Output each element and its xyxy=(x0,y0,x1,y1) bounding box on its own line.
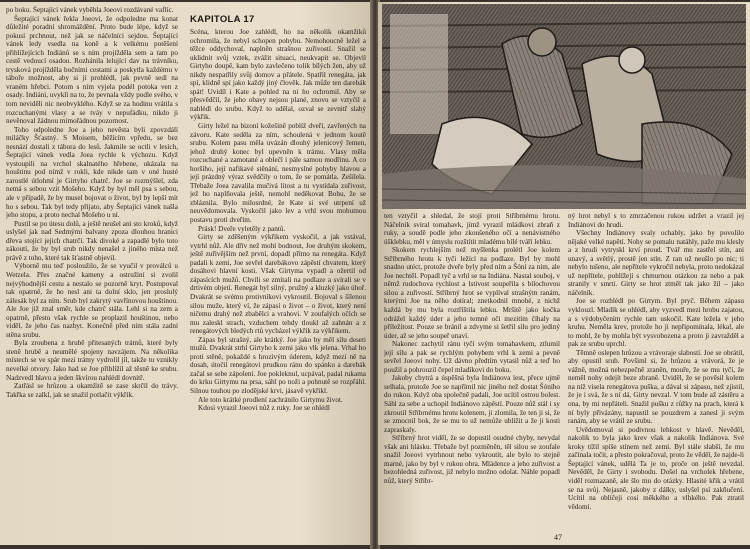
left-page xyxy=(0,2,372,545)
paragraph: Uvědomoval si podivnou lehkost v hlavě. Nevěděl, nakolik to byla jako krev však a nakolik Indiánova. Své kroky tížil spíše stínem než zemí. Byl stále slabší, že mu začínala točit, a přesto pokračoval, proto že věděl, že najde-li Šeptající vánek, udělá Ta je to, proče on ještě nevzdal. Nevěděl, že Girty i svobodu. Došel na vrcholek hřebene, viděl rozmazaně, ale šlo mu do otázky. Hlasité křik a vrátil se na svůj. Nejasně, jakoby z dálky, uslyšel psí zakňučení. Ucítil na obličeji cosi měkkého a vlhkého. Pak ztratil vědomí. xyxy=(568,425,744,511)
left-page-column-2 xyxy=(190,28,366,544)
paragraph: Všechny Indiánovy svaly ochably, jako by povolilo nějaké velké napětí. Nohy se pomalu natáhly, paže mu klesly a z hrudi vytryskl krví proud. Tvář mu zastřel stín, ani unavý, a světlý, prostě jen stín. Z ran už neušlo po nic; ti nebylo tušeno, ale nepřítele vykročil nebyla, proto nedokázal už nepřítele, pohlížejí s chmurnou otázkou za nebo a pak stranily v smrti. Girty se hrot ztměl tak jako žil – jako náčelník. xyxy=(568,229,744,297)
paragraph: Výborně mu teď posloužilo, že se vyučil v proválců u Wetzela. Přes značné kameny a ostružiní si zvolil nejvýhodnější cestu a nestalo se pozorně kryt. Postupoval tak opatrně, že ho nesl ani ta dolní sklo, jen proslulý zálesák byl za ním. Srub byl zakrytý vavřínovou houštinou. Ale Joe již znal směr, kde chatrč stála. Lehl si na zem a opatrně, přesto však rychle se proplazil houštinou, nebo viděl, že jeho čas nazbyt. Konečně před ním stála zadní stěna srubu. xyxy=(6,262,178,339)
paragraph: Kdosi vyrazil Joeovi nůž z ruky. Joe se ohlédl xyxy=(198,404,330,413)
paragraph: ten vztyčil a shledal, že stojí proti Stříbrnému hrotu. Náčelník svíral tomahavk, jímž vyrazil mládkovi zbraň z ruky, a soudě podle jeho zkoušeného očí a nenávistného úšklebku, měl v úmyslu rozštítit mladému bílé tváří lebku. xyxy=(384,212,560,246)
paragraph: Toho odpoledne Joe a jeho nevěsta byli zpovzdálí miláčky Šťastný. S Moisem, běžícím vpředu, se bez nesnází dostali z tábora do lesů. Jakmile se octli v lesích, Šeptající vánek vedla Joea rychle k výchozu. Když vystoupili na vrchol skalnatého hřebene, ukázala na houštinu pod nímž v rokli, kde nikde tam v oné husté zarostlé útlohmí je Girtyho chatrč. Joe se rozmýšlel, zda nemá s sebou vzít Mošeho. Když by byl měl psa s sebou, ale v případě, že by musel bojovat o život, byl by lepší mít ho s sebou. Tak byl tedy přijato, aby Šeptající vánek našla jeho stopu, a proto nechal Mošeho u ní. xyxy=(6,125,178,220)
paragraph: Stříbrný hrot viděl, že se dopustil osudné chyby, nevydal však ani hlásku. Třebaže byl pozměněn, těl silou se zoufale snažil Joeovi vytrhnout nebo vykroutit, ale bylo to stejně marné, jako by byl v rukou obra. Mládence a jeho zuřivost a bezohledná zuřivost, již nebylo možno odolat. Náhle popadl nůž, který Stříbr- xyxy=(384,434,560,485)
paragraph: Girty se zděšeným výkřikem vyskočil, a jak vstával, vytrhl nůž. Ale dřív než mohl bodnout, Joe druhým skokem, ještě zuřivějším než první, dopadl přímo na renegáta. Když padali k zemi, Joe sevřel darebákovo zápěstí chvatem, který dosáhovi hlavní kosti. Však Girtyma vypadl a ožertil od zápasících mužů. Chvíli se zmítali na podlaze a svírali se v drtivém objetí. Renegát byl silný, pružný a kluzký jako úhoř. Dvakrát se svému protivníkovi vykroutil. Bojoval s šílenou silou muže, který ví, že zápasí o život – o život, který není ničemu drahý než zbabělci a vrahovi. V zoufalých očích se mu zaleskl strach, vzduchem tehdy tloukl až zahnán a z renegátových bledých rtů vycházel výkřik za výkřikem. xyxy=(190,233,366,336)
paragraph: Nakonec zachytil ránu tyčí svým tomahavkem, ztlumil její sílu a pak se rychlým pohybem vrhl k zemi a pevně sevřel Joeovi nohy. Už dávno předtím vytasil nůž a teď ho použil a pohrouzil čepel mladíkovi do boku. xyxy=(384,340,560,374)
paragraph: Těmně oslepen hrůzou a vrávoraje slabostí. Joe se obrátil, aby opustil srub. Povšiml si, že hrůzou a vrávorá, že je vážně, možná nebezpečně zraněn, mouře, že se mu tyčí, že neměl nohy odejít beze zbraně. Uviděl, že se pověsil kolem na níž visela renegátova puška, a dával si zápasu, než zjistil, že je i svá, že s ní dá, Girty nevzal. V tom bude až zástěru a ona, by mi nepřáteli. Snažil pušku z růžky na prach, která k ní byly přivázány, napustil se pouzdrem a zanesl ji svým ranám, aby se vrátil ze srubu. xyxy=(568,348,744,426)
paragraph: Skokem rychlejším než myšlenka prolétl Joe kolem Stříbrného hrotu k tyči ležící na podlaze. Byl by mohl snadno utéct, protože dveře byly před ním a Šóní za ním, ale Joe nechtěl. Popadl tyč a vrhl se na Indiána. Nastal souboj, v němž rudochova rychlost a lstivost soupeřila s bílochovou silou a zuřivostí. Stříbrný hrot se vyplíval strašným ranám, kterými Joe na něho dotíral; znetkodnil mnohé, z nichž každá by mu byla roztříštila lebku. Mršitě jako kočka odrážel každý úder a jeho temné oči mezitím číhaly na příležitost. Pouze se bránil a zdvyme si šetřil sílu pro jediný úder, až se jeho soupeř unaví. xyxy=(384,246,560,340)
paragraph: ný hrot nebyl s to zmrzačenou rukou udržet a vrazil jej Indiánovi do hrudi. xyxy=(568,212,744,229)
right-page xyxy=(378,2,750,545)
paragraph: Prásk! Dveře vyletěly z pantů. xyxy=(198,224,286,233)
chapter-title: KAPITOLA 17 xyxy=(190,14,255,25)
paragraph: Scéna, kterou Joe zahlédl, ho na několik okamžiků ochromila, že nebyl schopen pohybu. Nemohoucně ležel a těžce oddychoval, naplněn strašnou zuřivostí. Snažil se uklidnit svůj vztek, zvážit situaci, neukvapit se. Objevil Girtyho doupě, kam bylo zavlečeno tolik bílých žen, aby už nikdy nespatřily svůj domov a přátele. Spatřil renegáta, jak spí, klidně spí jako každý jiný člověk. Jak může ten darebák spát! Uvidíl i Kate a pohled na ni ho ochromil. Aby se přesvědčil, že jeho obavy nejsou plané, znovu se vztyčil a nahlédl do srubu. Když to udělal, ozval se zevnitř slabý výkřik. xyxy=(190,28,366,122)
paragraph: Zatřásl se hrůzou a okamžitě se zase skrčil do trávy. Takřka se zalkl, jak se snažil potlačit výkřik. xyxy=(6,382,178,399)
illustration-drawing xyxy=(382,4,746,209)
paragraph: Zápas byl strašný, ale krátký. Joe jako by měl sílu deseti mužů. Dvakrát strhl Girtyho k zemi jako vlk jelena. Vrhal ho proti stěně, pokaždé s hrozivým úderem, když mezi ně na dosah, útočil renegátovi prudkou ránu do spánku a darebák začal se sebe zápolení. Joe pokleknul, ucpával, padal rukama do krku Girtymu na prsa, sáhl po noži a pohnutě se rozpřáhl. Silnou touhou po zlodějské krvi, jásavě vykřikl. xyxy=(190,335,366,395)
chapter-illustration xyxy=(382,4,746,209)
right-page-column-2 xyxy=(568,212,744,534)
left-page-column-1 xyxy=(6,6,178,544)
paragraph: Joe se rozhlédl po Girtym. Byl pryč. Během zápasu vyklouzl. Mladík se ohlédl, aby vyzvedl mezi hrobu zajatou, a s výdobyčením rychle tam uskočil. Kate ležela v jeho kruhu. Neměla krev, protože ho ji nepřipomínala, lékal, ale to mohl, že by mohla být vysvobozena a proto ji zavražděl a pak ze srubu uprchl. xyxy=(568,297,744,349)
paragraph: Šeptající vánek řekla Joeovi, že odpoledne ma konat důležité poradní shromáždění. Proto bude lépe, když se pokusí prchnout, než jak se náčelníci sejdou. Šeptající vánek ledy vsedla na koně a k velkému potěšení přihlížejících Indiánů se s ním projížděla sem a tam po cestě vedoucí osadou. Rozhánila lelující dav na trávníku, trysková projížděla bočními cestami a poskytla každému v táboře možnost, aby si jí prohlédl, jak pevně sedí na vraném hřebci. Potom s ním vyjela podél potoka ven z osady. Indiáni, uvyklí na to, že pevnala vždy podle svého, v tom neviděli nic neobvyklého. Když se za hodinu vrátila s rozcuchanými vlasy a se tváy v nepufádku, nikdo ji nevěnoval žádnou mimořádnou pozornost. xyxy=(6,14,178,126)
paragraph: Jakoby chytrá a úspěšná byla Indiánova lest, přece ujmě selhala, protože Joe se napřímil nic jiného než dostat Šóního do rukou. Když oba společně padali, Joe ucítil ostrou bolest. Sáhl za sebe a uchopil Indiánovo zápěstí. Pouze nůž stál i sy zkroutil Stříbrnému hrotu kolenem, ji zlomila, že ten ji si, že se zmocnil bok, že se mu to už nemůže ublížit a že ji kosti zapraskaly. xyxy=(384,374,560,434)
page-number: 47 xyxy=(554,533,562,542)
paragraph: Girty ležel na bizoní kožešině poblíž dveří, zavřených na závoru. Kate seděla za ním, schoulená v jednom koutě srubu. Kolem pasu měla uvázán dlouhý jelenicový řemen, jehož druhý konec byl upevněn k trámu. Vlasy měla rozcuchané a zamotané a oblečí i pále samou modřinu. A co horšího, její nafikavé stěnání, nesmyslné pohyby hlavou a její prázdný výraz svědčily o tom, že se pomátla. Zešílela. Třebaže Joea zavalila mučivá lítost a tu vystídala zuřivost, jež ho naplňovala ještě, nemohl neděkovat Bohu, že se zbláznila. Bylo milosrdné, že Kate si své utrpení už neuvědomovala. Vyskočil jako lev a vrhl svou mohutnou postavu proti dveřím. xyxy=(190,122,366,225)
paragraph: Byla zroubena z hrubě přitesaných trámů, které byly steně hrubě a neumělé spojeny navzájem. Na několika místech se ve spár mezi trámy vydrolil jíl, takže tu vznikly nevelké otvory. Jako had se Joe přiblížil až těsně ke srubu. Nadzvedl hlavu a jeden škvírou nahlédl dovnitř. xyxy=(6,339,178,382)
right-page-column-1 xyxy=(384,212,560,534)
paragraph: Pustil se po útesu dolů, a ještě neušel ani sto kroků, když uslyšel jak nad Sedmými balvany zpoza dlouhou hranici dřeva stojící jejich chatrčí. Tak divoké a zapadlé bylo toto zákoutí, že by byl srub nikdy nenašel z jiného místa než právě z toho, které tak šťastně objevil. xyxy=(6,219,178,262)
paragraph: po boku. Šeptající vánek vyběhla Joeovi rozdávané vaflíc. xyxy=(6,6,174,14)
paragraph: Ale toto krátké prodlení zachránilo Girtymu život. xyxy=(198,395,343,404)
